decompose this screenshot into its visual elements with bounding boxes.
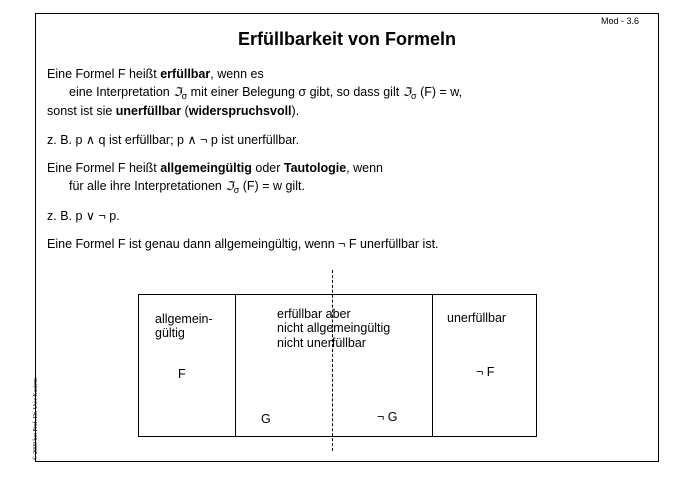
classification-diagram <box>138 294 537 437</box>
page-title: Erfüllbarkeit von Formeln <box>237 29 457 49</box>
column-divider <box>235 295 236 436</box>
col-satisfiable-label-1: erfüllbar aber <box>277 307 351 321</box>
definition-satisfiable-line1: Eine Formel F heißt erfüllbar, wenn es <box>47 67 264 81</box>
definition-satisfiable-line2: eine Interpretation ℑ$_\sigma$ mit einer Belegung σ gibt, so dass gilt ℑ$_\sigma$ (F) = w, <box>69 85 463 101</box>
col-unsatisfiable-formula: ¬ F <box>476 365 495 379</box>
copyright-note: © 2000 bei Prof. Dr. Uwe Kastens <box>33 377 39 460</box>
col-unsatisfiable-label: unerfüllbar <box>447 311 507 325</box>
example-tautology: z. B. p ∨ ¬ p. <box>47 209 120 223</box>
col-satisfiable-label-2: nicht allgemeingültig <box>277 321 391 335</box>
col-valid-label-2: gültig <box>155 326 185 340</box>
theorem: Eine Formel F ist genau dann allgemeingültig, wenn ¬ F unerfüllbar ist. <box>47 237 439 251</box>
col-satisfiable-formula-g: G <box>261 412 271 426</box>
col-satisfiable-label-3: nicht unerfüllbar <box>277 336 366 350</box>
col-valid-label-1: allgemein- <box>155 312 213 326</box>
page-id: Mod - 3.6 <box>601 16 640 26</box>
example-satisfiable: z. B. p ∧ q ist erfüllbar; p ∧ ¬ p ist unerfüllbar. <box>47 133 300 147</box>
col-valid-formula: F <box>178 367 186 381</box>
definition-tautology-line2: für alle ihre Interpretationen ℑ$_\sigma$ (F) = w gilt. <box>69 179 305 195</box>
definition-tautology-line1: Eine Formel F heißt allgemeingültig oder Tautologie, wenn <box>47 161 383 175</box>
col-satisfiable-formula-not-g: ¬ G <box>377 410 398 424</box>
separator-dashed-line <box>332 270 333 451</box>
definition-satisfiable-line3: sonst ist sie unerfüllbar (widerspruchsvoll). <box>47 104 300 118</box>
column-divider <box>432 295 433 436</box>
